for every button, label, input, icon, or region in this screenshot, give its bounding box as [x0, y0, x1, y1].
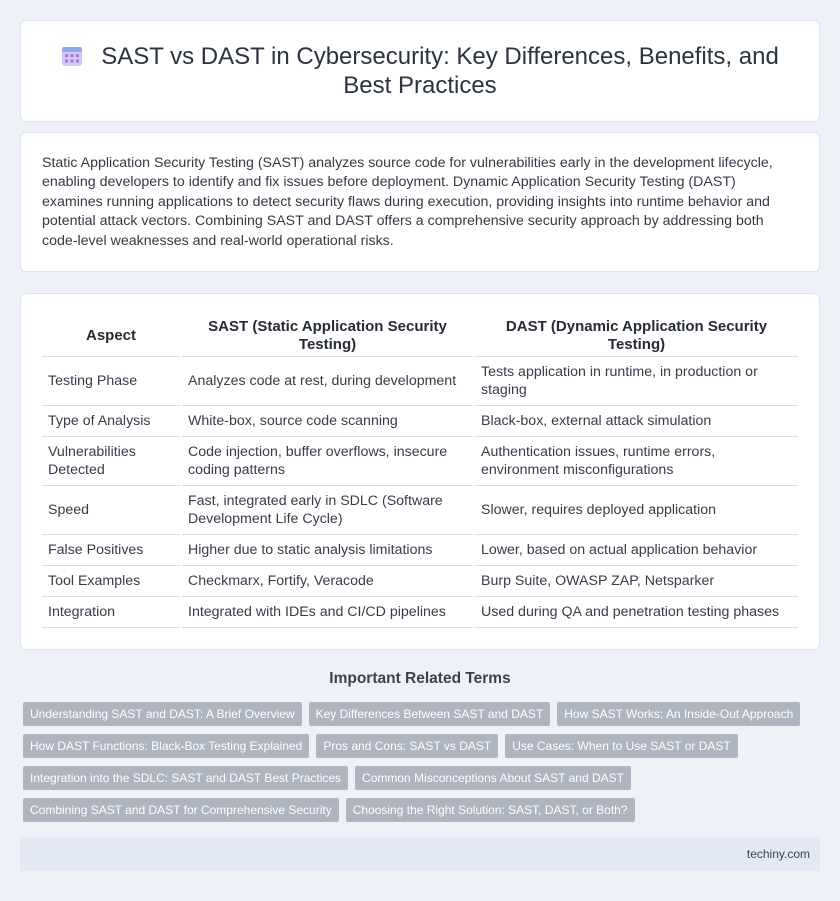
cell-dast: Tests application in runtime, in production or staging — [474, 357, 798, 406]
cell-aspect: Integration — [42, 597, 181, 628]
cell-aspect: Tool Examples — [42, 566, 181, 597]
title-wrap — [61, 42, 779, 100]
page-title-text: SAST vs DAST in Cybersecurity: Key Differences, Benefits, and Best Practices — [101, 43, 779, 99]
table-row — [42, 357, 798, 406]
comparison-table — [42, 312, 798, 628]
comparison-card — [20, 293, 820, 650]
grid-calendar-icon — [61, 45, 83, 67]
footer-brand[interactable]: techiny.com — [746, 847, 810, 861]
cell-dast: Slower, requires deployed application — [474, 486, 798, 535]
cell-sast: Checkmarx, Fortify, Veracode — [181, 566, 474, 597]
cell-aspect: False Positives — [42, 535, 181, 566]
related-tag[interactable]: Common Misconceptions About SAST and DAST — [355, 766, 631, 790]
footer-bar — [20, 837, 820, 871]
cell-sast: White-box, source code scanning — [181, 406, 474, 437]
related-tag[interactable]: Choosing the Right Solution: SAST, DAST, or Both? — [346, 798, 635, 822]
related-tag[interactable]: Understanding SAST and DAST: A Brief Overview — [23, 702, 302, 726]
related-tag[interactable]: Pros and Cons: SAST vs DAST — [316, 734, 498, 758]
related-tag[interactable]: Use Cases: When to Use SAST or DAST — [505, 734, 738, 758]
title-card — [20, 20, 820, 122]
header-aspect: Aspect — [42, 312, 181, 357]
intro-card — [20, 132, 820, 272]
cell-aspect: Testing Phase — [42, 357, 181, 406]
related-tag[interactable]: How DAST Functions: Black-Box Testing Explained — [23, 734, 309, 758]
table-row — [42, 597, 798, 628]
intro-paragraph: Static Application Security Testing (SAST) analyzes source code for vulnerabilities early in the development lifecycle, enabling developers to identify and fix issues before deployment. Dynamic Application Security Testing (DAST) examines running applications to detect security flaws during execution, providing insights into runtime behavior and potential attack vectors. Combining SAST and DAST offers a comprehensive security approach by addressing both code-level weaknesses and real-world operational risks. — [42, 155, 773, 249]
related-tag[interactable]: Integration into the SDLC: SAST and DAST Best Practices — [23, 766, 348, 790]
cell-dast: Used during QA and penetration testing phases — [474, 597, 798, 628]
cell-dast: Authentication issues, runtime errors, environment misconfigurations — [474, 437, 798, 486]
related-tag[interactable]: How SAST Works: An Inside-Out Approach — [557, 702, 800, 726]
header-sast: SAST (Static Application Security Testing) — [181, 312, 474, 357]
header-dast: DAST (Dynamic Application Security Testing) — [474, 312, 798, 357]
table-row — [42, 486, 798, 535]
cell-aspect: Type of Analysis — [42, 406, 181, 437]
cell-sast: Fast, integrated early in SDLC (Software Development Life Cycle) — [181, 486, 474, 535]
related-terms-tags — [23, 702, 823, 822]
cell-aspect: Speed — [42, 486, 181, 535]
related-tag[interactable]: Key Differences Between SAST and DAST — [309, 702, 551, 726]
related-tag[interactable]: Combining SAST and DAST for Comprehensive Security — [23, 798, 339, 822]
cell-dast: Black-box, external attack simulation — [474, 406, 798, 437]
table-row — [42, 566, 798, 597]
cell-dast: Lower, based on actual application behavior — [474, 535, 798, 566]
cell-dast: Burp Suite, OWASP ZAP, Netsparker — [474, 566, 798, 597]
cell-sast: Code injection, buffer overflows, insecure coding patterns — [181, 437, 474, 486]
related-terms-heading: Important Related Terms — [329, 670, 511, 687]
cell-sast: Analyzes code at rest, during development — [181, 357, 474, 406]
table-row — [42, 406, 798, 437]
table-header-row — [42, 312, 798, 357]
cell-sast: Higher due to static analysis limitations — [181, 535, 474, 566]
cell-sast: Integrated with IDEs and CI/CD pipelines — [181, 597, 474, 628]
table-row — [42, 535, 798, 566]
table-row — [42, 437, 798, 486]
page-title — [61, 42, 779, 100]
cell-aspect: Vulnerabilities Detected — [42, 437, 181, 486]
